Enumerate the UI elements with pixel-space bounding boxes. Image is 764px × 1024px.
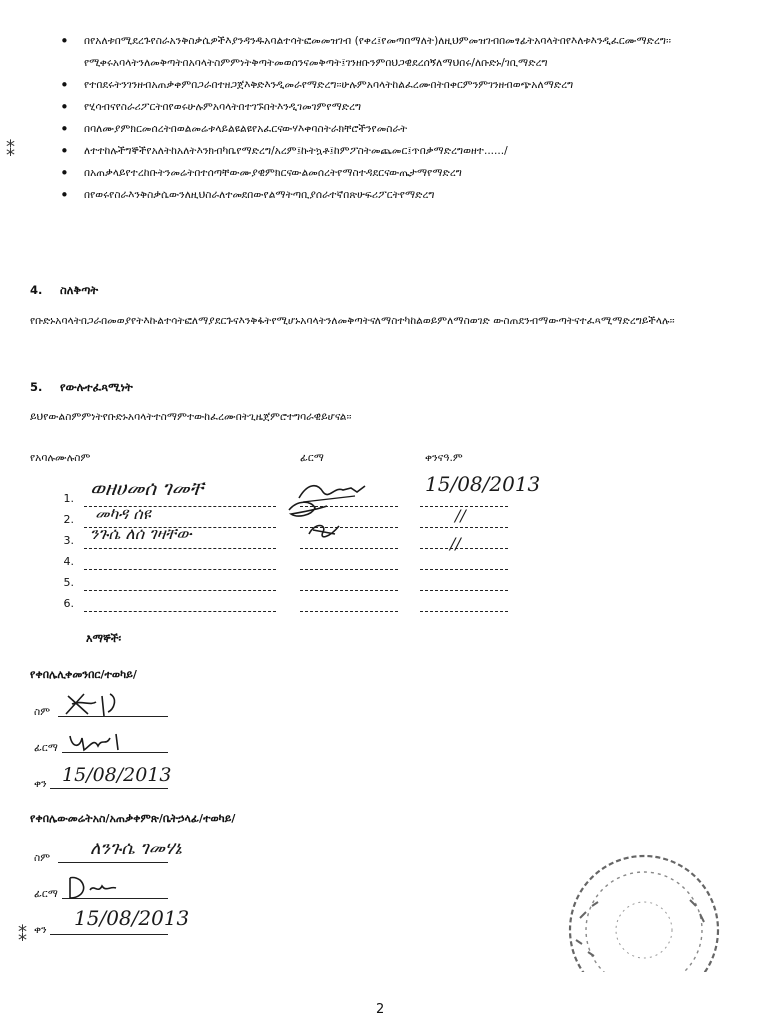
row-number: 2. <box>63 513 74 526</box>
office-date-handwritten: 15/08/2013 <box>74 906 190 930</box>
date-line <box>420 548 508 549</box>
section-4-text: የቡድኑአባላትበጋራበመወያየትእኩልተሳትፎለማያደርጉናእንቅፋትየሚሆኑአባላትንለመቅጣትናለማስተካከልወይምለማስወገድ ውስጠደንብማውጣትናተፈጻሚማድረግይችላሉ፡፡ <box>30 315 675 327</box>
office-signature-label: ፊርማ <box>34 888 58 900</box>
date-line <box>420 527 508 528</box>
kebele-chair-signature <box>66 728 126 756</box>
date-line <box>420 569 508 570</box>
member-date-handwritten: // <box>450 534 461 553</box>
member-date-handwritten: 15/08/2013 <box>425 472 541 496</box>
row-number: 6. <box>63 597 74 610</box>
name-line <box>84 569 276 570</box>
signature-line <box>300 548 398 549</box>
office-name-line <box>58 862 168 863</box>
page-number: 2 <box>376 1002 385 1017</box>
office-signature <box>62 872 122 902</box>
office-date-label: ቀን <box>34 924 47 936</box>
column-header-signature: ፊርማ <box>300 452 324 464</box>
list-item: • በባለሙያምክርመሰረትበወልመሬቱላይልዩልዩየአፈርናውሃእቀባስትራክቸሮችንየመስራት <box>60 118 715 140</box>
land-office-title: የቀበሌውመሬትአስ/አጠቃቀምጽ/ቤትኃላፊ/ተወካይ/ <box>30 812 236 825</box>
section-4-number: 4. <box>30 283 43 297</box>
name-line <box>84 611 276 612</box>
kebele-date-handwritten: 15/08/2013 <box>62 764 172 786</box>
kebele-chair-name-handwritten <box>62 688 132 720</box>
member-signature-3 <box>305 518 345 542</box>
list-item: • ለተተከሉችግኞችየአለትከአለትእንክብካቤየማድረግ/አረም፤ኩትኳቶ፤ከምፖስትመጨመር፤ጥበቃማድረግወዘተ....../ <box>60 140 715 162</box>
office-date-line <box>50 934 168 935</box>
row-number: 3. <box>63 534 74 547</box>
list-item: • በአጠቃላይየተረከቡትንመሬትበተሰጣቸውሙያዊምክርናውልመሰረትየማስተዳደርናውጤታማየማድረግ <box>60 162 715 184</box>
member-date-handwritten: // <box>455 506 466 525</box>
responsibility-list <box>60 30 715 206</box>
section-5-text: ይህየውልስምምነትየቡድኑአባላትተስማምተውከፈረሙበትጊዜጀምሮተግባራዊይሆናል፡፡ <box>30 411 352 423</box>
date-line <box>420 611 508 612</box>
signature-line <box>300 590 398 591</box>
member-name-handwritten: ንጉሴ ለሰ ገዛቸው <box>90 524 192 543</box>
kebele-date-label: ቀን <box>34 778 47 790</box>
section-5-number: 5. <box>30 380 43 394</box>
name-line <box>84 548 276 549</box>
signature-line <box>300 569 398 570</box>
list-item: • የሂሳብናየስራሪፖርትበየወሩሁሉምአባላትበተገኙበትእንዲገመገምየማድረግ <box>60 96 715 118</box>
official-stamp-seal <box>540 852 740 972</box>
date-line <box>420 590 508 591</box>
name-line <box>84 590 276 591</box>
row-number: 4. <box>63 555 74 568</box>
section-5-title: የውሉተፈጻሚነት <box>60 380 133 394</box>
margin-mark-icon: ⁑ <box>6 140 15 161</box>
kebele-signature-label: ፊርማ <box>34 742 58 754</box>
margin-mark-icon: ⁑ <box>18 925 27 946</box>
section-4-title: ስለቅጣት <box>60 283 99 297</box>
row-number: 5. <box>63 576 74 589</box>
signature-line <box>300 611 398 612</box>
member-name-handwritten: ወዘሀመሰ ገመቸ <box>90 476 204 500</box>
kebele-date-line <box>50 788 168 789</box>
column-header-name: የአባሉሙሉስም <box>30 452 91 464</box>
office-name-handwritten: ለንጉሴ ገመሃኔ <box>90 838 182 859</box>
office-name-label: ስም <box>34 852 51 864</box>
kebele-name-label: ስም <box>34 706 51 718</box>
witnesses-title: እማኞች፡ <box>86 632 122 645</box>
row-number: 1. <box>63 492 74 505</box>
column-header-date: ቀንናዓ.ም <box>425 452 463 464</box>
member-name-handwritten: መካዳ ሰዩ <box>95 504 151 523</box>
list-item: • በየወሩየስራእንቅስቃሴውንለዚህስራለተመደበውየልማትጣቢያሰራተኛበጽሁፍሪፖርትየማድረግ <box>60 184 715 206</box>
kebele-chair-title: የቀበሌሊቀመንበር/ተወካይ/ <box>30 668 137 681</box>
list-item: • በየአለቱበሚደረጉየስራአንቅስቃሴዎችእያንዳንዱአባልተሳትፎመመዝገብ (የቀረ፤የመጣበማለት)ለዚህምመዝገብበመፃፊትአባላትበየእለቱእንዲፈርሙማድረግ፡፡የሚቀሩአባላትንለመቅጣትበአባላትስምምነትቅጣትመወሰንናመቅጣት፤ገንዘቡንምበህጋዊደረሰኝለማህበሩ/ለቡድኑ/ገቢማድረግ <box>60 30 715 74</box>
list-item: • የተበደሩትንገንዘብአጠቃቀምበጋራበተዘጋጀእቅድእንዲመራየማድረግ፡፡ሁሉምአባላትከልፈረሙበትበቀርምንምገንዘብወጭአለማድረግ <box>60 74 715 96</box>
